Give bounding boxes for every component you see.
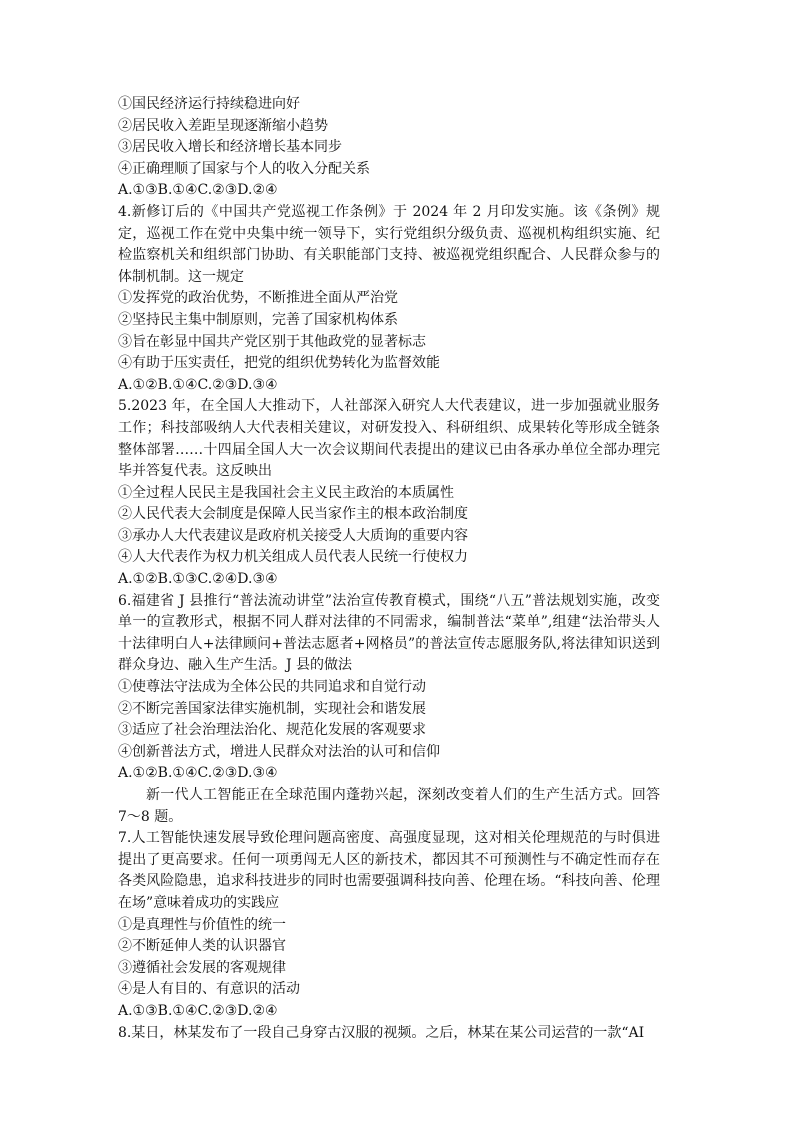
q3-option-3: ③居民收入增长和经济增长基本同步 <box>118 139 342 156</box>
q5-answer-choices: A.①②B.①③C.②④D.③④ <box>118 571 278 588</box>
q6-option-2: ②不断完善国家法律实施机制，实现社会和谐发展 <box>118 700 426 717</box>
question-7 <box>118 828 660 1022</box>
q6-option-1: ①使尊法守法成为全体公民的共同追求和自觉行动 <box>118 679 426 696</box>
q5-option-1: ①全过程人民民主是我国社会主义民主政治的本质属性 <box>118 484 454 501</box>
q4-answer-choices: A.①②B.①④C.②③D.③④ <box>118 376 278 393</box>
q4-option-4: ④有助于压实责任，把党的组织优势转化为监督效能 <box>118 355 440 372</box>
q6-answer-choices: A.①②B.①④C.②③D.③④ <box>118 765 278 782</box>
q7-answer-choices: A.①③B.①④C.②③D.②④ <box>118 1002 278 1019</box>
q3-answer-choices: A.①③B.①④C.②③D.②④ <box>118 182 278 199</box>
q4-option-1: ①发挥党的政治优势，不断推进全面从严治党 <box>118 290 398 307</box>
q7-option-2: ②不断延伸人类的认识器官 <box>118 938 286 955</box>
q6-option-4: ④创新普法方式，增进人民群众对法治的认可和信仰 <box>118 743 440 760</box>
q4-option-2: ②坚持民主集中制原则，完善了国家机构体系 <box>118 311 398 328</box>
q5-stem: 5.2023 年，在全国人大推动下，人社部深入研究人大代表建议，进一步加强就业服务工作；科技部吸纳人大代表相关建议，对研发投入、科研组织、成果转化等形成全链条整体部署……十四届全国人大一次会议期间代表提出的建议已由各承办单位全部办理完毕并答复代表。这反映出 <box>118 398 660 480</box>
q3-option-2: ②居民收入差距呈现逐渐缩小趋势 <box>118 117 328 134</box>
q4-stem: 4.新修订后的《中国共产党巡视工作条例》于 2024 年 2 月印发实施。该《条例》规定，巡视工作在党中央集中统一领导下，实行党组织分级负责、巡视机构组织实施、纪检监察机关和组织部门协助、有关职能部门支持、被巡视党组织配合、人民群众参与的体制机制。这一规定 <box>118 203 660 285</box>
q7-option-1: ①是真理性与价值性的统一 <box>118 916 286 933</box>
q7-stem: 7.人工智能快速发展导致伦理问题高密度、高强度显现，这对相关伦理规范的与时俱进提出了更高要求。任何一项勇闯无人区的新技术，都因其不可预测性与不确定性而存在各类风险隐患，追求科技进步的同时也需要强调科技向善、伦理在场。“科技向善、伦理在场”意味着成功的实践应 <box>118 830 660 911</box>
question-4 <box>118 202 660 396</box>
q7-option-3: ③遵循社会发展的客观规律 <box>118 959 286 976</box>
question-6 <box>118 591 660 785</box>
q5-option-2: ②人民代表大会制度是保障人民当家作主的根本政治制度 <box>118 506 468 523</box>
q5-option-4: ④人大代表作为权力机关组成人员代表人民统一行使权力 <box>118 549 468 566</box>
q5-option-3: ③承办人大代表建议是政府机关接受人大质询的重要内容 <box>118 527 468 544</box>
q3-option-4: ④正确理顺了国家与个人的收入分配关系 <box>118 160 370 177</box>
question-3-fragment <box>118 94 660 202</box>
q6-option-3: ③适应了社会治理法治化、规范化发展的客观要求 <box>118 722 426 739</box>
question-8-fragment <box>118 1023 660 1045</box>
q6-stem: 6.福建省 J 县推行“普法流动讲堂”法治宣传教育模式，围绕“八五”普法规划实施，改变单一的宣教形式，根据不同人群对法律的不同需求，编制普法“菜单”,组建“法治带头人十法律明白人+法律顾问+普法志愿者+网格员”的普法宣传志愿服务队,将法律知识送到群众身边、融入生产生活。J 县的做法 <box>118 592 660 674</box>
q4-option-3: ③旨在彰显中国共产党区别于其他政党的显著标志 <box>118 333 426 350</box>
q3-option-1: ①国民经济运行持续稳进向好 <box>118 96 300 112</box>
material-intro-7-8: 新一代人工智能正在全球范围内蓬勃兴起，深刻改变着人们的生产生活方式。回答 7～8 题。 <box>118 787 660 825</box>
q7-option-4: ④是人有目的、有意识的活动 <box>118 981 300 998</box>
q8-stem: 8.某日，林某发布了一段自己身穿古汉服的视频。之后，林某在某公司运营的一款“AI <box>118 1024 645 1041</box>
question-5 <box>118 396 660 590</box>
